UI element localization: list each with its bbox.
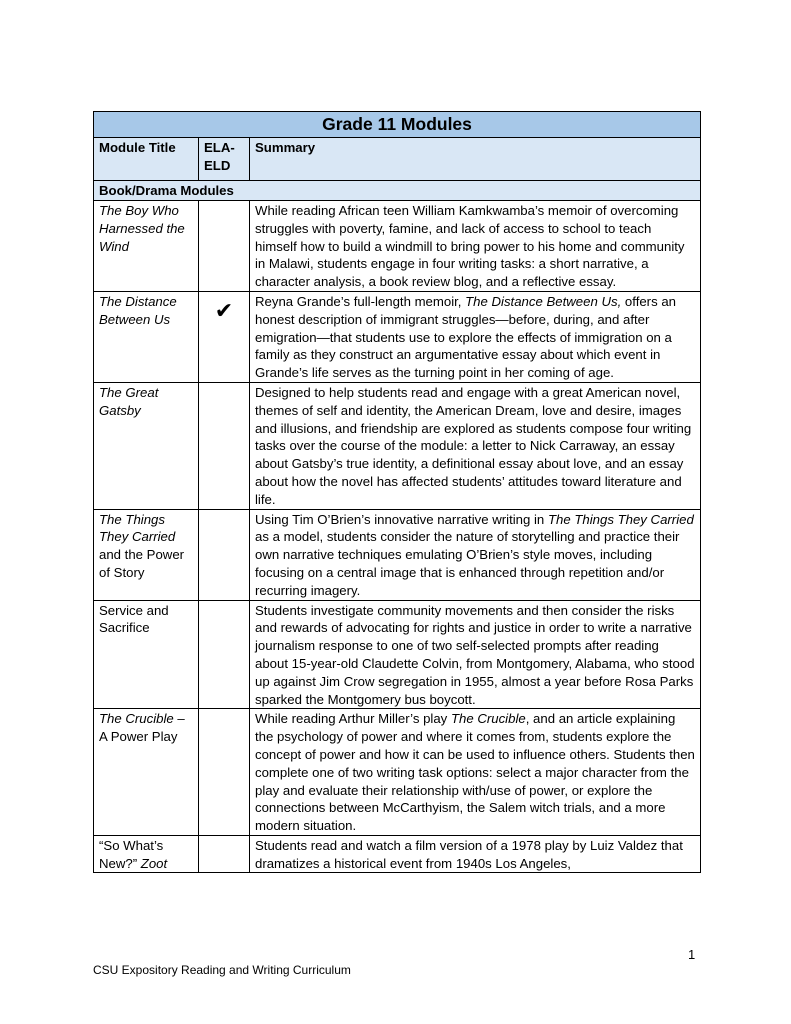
ela-eld-cell	[199, 382, 250, 509]
section-label: Book/Drama Modules	[94, 181, 701, 201]
module-title-cell: The Boy Who Harnessed the Wind	[94, 201, 199, 292]
table-row	[94, 509, 701, 600]
module-title-cell: Service and Sacrifice	[94, 600, 199, 709]
ela-eld-checkmark-icon: ✔	[199, 291, 250, 382]
column-header-ela-eld: ELA-ELD	[199, 138, 250, 181]
table-row	[94, 600, 701, 709]
summary-cell: Students read and watch a film version of a 1978 play by Luiz Valdez that dramatizes a historical event from 1940s Los Angeles,	[250, 835, 701, 873]
summary-cell: Students investigate community movements and then consider the risks and rewards of advocating for rights and justice in order to write a narrative journalism response to one of two self-selected prompts after reading about 15-year-old Claudette Colvin, from Montgomery, Alabama, who stood up against Jim Crow segregation in 1955, almost a year before Rosa Parks sparked the Montgomery bus boycott.	[250, 600, 701, 709]
footer-text: CSU Expository Reading and Writing Curriculum	[93, 963, 351, 977]
ela-eld-cell	[199, 509, 250, 600]
table-row	[94, 382, 701, 509]
summary-cell: While reading African teen William Kamkwamba’s memoir of overcoming struggles with poverty, famine, and lack of access to school to teach himself how to build a windmill to bring power to his home and community in Malawi, students engage in four writing tasks: a short narrative, a character analysis, a book review blog, and a reflective essay.	[250, 201, 701, 292]
module-title-cell: The Distance Between Us	[94, 291, 199, 382]
ela-eld-cell	[199, 201, 250, 292]
summary-cell: While reading Arthur Miller’s play The Crucible, and an article explaining the psychology of power and where it comes from, students explore the concept of power and how it can be used to influence others. Students then complete one of two writing task options: select a major character from the play and evaluate their relationship with/use of power, or explore the connections between McCarthyism, the Salem witch trials, and a more modern situation.	[250, 709, 701, 836]
module-title-cell: The Great Gatsby	[94, 382, 199, 509]
column-header-summary: Summary	[250, 138, 701, 181]
ela-eld-cell	[199, 709, 250, 836]
summary-cell: Reyna Grande’s full-length memoir, The Distance Between Us, offers an honest description of immigrant struggles—before, during, and after emigration—that students use to explore the effects of immigration on a family as they construct an argumentative essay about which event in Grande’s life serves as the turning point in her coming of age.	[250, 291, 701, 382]
module-title-cell: “So What’s New?” Zoot	[94, 835, 199, 873]
grade-11-modules-table	[93, 111, 701, 873]
table-title-row	[94, 112, 701, 138]
ela-eld-cell	[199, 835, 250, 873]
table-row	[94, 201, 701, 292]
table-row	[94, 835, 701, 873]
table-row	[94, 709, 701, 836]
column-header-row	[94, 138, 701, 181]
summary-cell: Using Tim O’Brien’s innovative narrative writing in The Things They Carried as a model, students consider the nature of storytelling and practice their own narrative techniques emulating O’Brien’s style moves, including focusing on a central image that is enhanced through repetition and/or recurring imagery.	[250, 509, 701, 600]
table-row	[94, 291, 701, 382]
table-title: Grade 11 Modules	[94, 112, 701, 138]
module-title-cell: The Things They Carried and the Power of Story	[94, 509, 199, 600]
ela-eld-cell	[199, 600, 250, 709]
module-title-cell: The Crucible – A Power Play	[94, 709, 199, 836]
section-row	[94, 181, 701, 201]
page-number: 1	[688, 947, 696, 962]
summary-cell: Designed to help students read and engage with a great American novel, themes of self and identity, the American Dream, love and desire, images and illusions, and friendship are explored as students compose four writing tasks over the course of the module: a letter to Nick Carraway, an essay about Gatsby’s true identity, a definitional essay about love, and an essay about how the novel has affected students’ attitudes toward literature and life.	[250, 382, 701, 509]
column-header-module-title: Module Title	[94, 138, 199, 181]
